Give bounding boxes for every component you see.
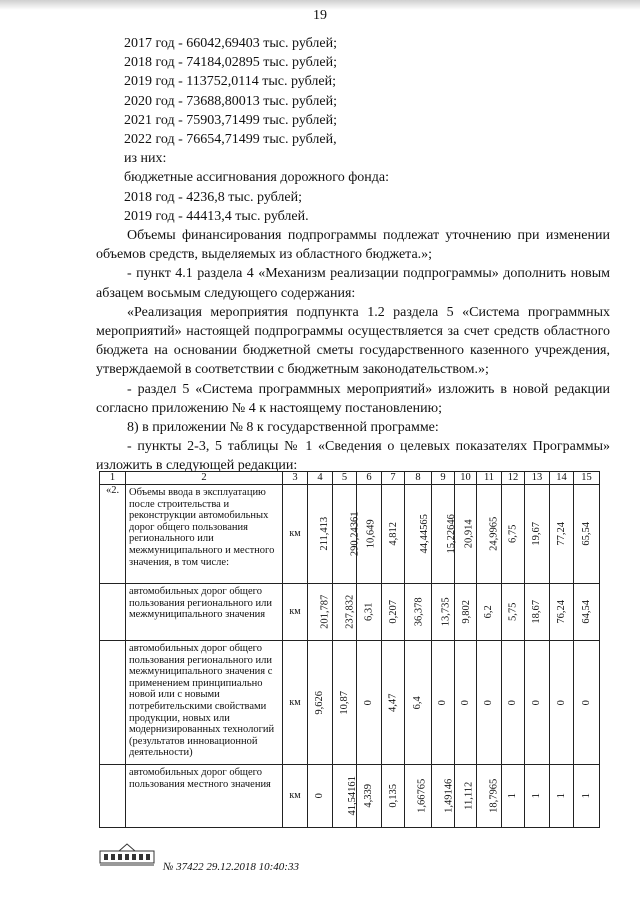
value-cell: 0	[525, 641, 550, 765]
table-row	[100, 641, 600, 765]
value-cell: 24,9965	[477, 485, 502, 584]
header-cell: 9	[432, 472, 455, 485]
document-body	[96, 34, 610, 476]
financing-line: 2021 год - 75903,71499 тыс. рублей;	[124, 112, 338, 128]
financing-line: 2018 год - 4236,8 тыс. рублей;	[124, 189, 303, 205]
table-row	[100, 765, 600, 828]
financing-line: 2019 год - 113752,0114 тыс. рублей;	[124, 74, 336, 90]
financing-line: 2020 год - 73688,80013 тыс. рублей;	[124, 93, 338, 109]
financing-line: 2017 год - 66042,69403 тыс. рублей;	[124, 36, 338, 51]
financing-line: бюджетные ассигнования дорожного фонда:	[124, 170, 389, 186]
row-unit: км	[283, 584, 308, 641]
financing-line: 2022 год - 76654,71499 тыс. рублей,	[124, 132, 337, 148]
value-cell: 6,4	[405, 641, 432, 765]
paragraph-table-1: - пункты 2-3, 5 таблицы № 1 «Сведения о целевых показателях Программы» изложить в следующей редакции:	[96, 439, 610, 474]
header-cell: 8	[405, 472, 432, 485]
value-cell: 18,7965	[477, 765, 502, 828]
value-cell: 5,75	[502, 584, 525, 641]
header-cell: 15	[574, 472, 600, 485]
value-cell: 1	[502, 765, 525, 828]
table-row	[100, 485, 600, 584]
header-cell: 12	[502, 472, 525, 485]
header-cell: 7	[382, 472, 405, 485]
value-cell: 0	[550, 641, 574, 765]
value-cell: 18,67	[525, 584, 550, 641]
row-number	[100, 765, 126, 828]
value-cell: 0	[308, 765, 333, 828]
indicators-table	[99, 471, 600, 828]
value-cell: 0	[502, 641, 525, 765]
value-cell: 1	[550, 765, 574, 828]
row-number: «2.	[100, 485, 126, 584]
paragraph-section-5: - раздел 5 «Система программных мероприятий» изложить в новой редакции согласно приложению № 4 к настоящему постановлению;	[96, 381, 610, 416]
value-cell: 9,802	[455, 584, 477, 641]
value-cell: 0,135	[382, 765, 405, 828]
page-number: 19	[313, 8, 327, 23]
header-cell: 4	[308, 472, 333, 485]
financing-line: 2018 год - 74184,02895 тыс. рублей;	[124, 55, 338, 71]
table-header-row	[100, 472, 600, 485]
header-cell: 11	[477, 472, 502, 485]
paragraph-appendix-8: 8) в приложении № 8 к государственной программе:	[127, 420, 439, 436]
value-cell: 1	[574, 765, 600, 828]
row-description: автомобильных дорог общего пользования регионального или межмуниципального значения	[126, 584, 283, 641]
value-cell: 0	[477, 641, 502, 765]
row-unit: км	[283, 765, 308, 828]
value-cell: 10,649	[357, 485, 382, 584]
value-cell: 15,22646	[432, 485, 455, 584]
value-cell: 237,832	[333, 584, 357, 641]
row-unit: км	[283, 485, 308, 584]
header-cell: 5	[333, 472, 357, 485]
value-cell: 77,24	[550, 485, 574, 584]
row-number	[100, 641, 126, 765]
value-cell: 0	[574, 641, 600, 765]
header-cell: 2	[126, 472, 283, 485]
table-row	[100, 584, 600, 641]
value-cell: 9,626	[308, 641, 333, 765]
value-cell: 36,378	[405, 584, 432, 641]
header-cell: 6	[357, 472, 382, 485]
value-cell: 19,67	[525, 485, 550, 584]
value-cell: 0	[432, 641, 455, 765]
value-cell: 76,24	[550, 584, 574, 641]
value-cell: 10,87	[333, 641, 357, 765]
document-system-logo-icon	[99, 841, 155, 867]
value-cell: 0,207	[382, 584, 405, 641]
financing-line: 2019 год - 44413,4 тыс. рублей.	[124, 208, 309, 224]
value-cell: 64,54	[574, 584, 600, 641]
row-number	[100, 584, 126, 641]
value-cell: 4,47	[382, 641, 405, 765]
financing-line: из них:	[124, 151, 167, 167]
paragraph-quote: «Реализация мероприятия подпункта 1.2 раздела 5 «Система программных мероприятий» настоящей подпрограммы осуществляется за счет средств областного бюджета на основании бюджетной сметы государственного казенного учреждения, утверждаемой в соответствии с бюджетным законодательством.»;	[96, 304, 610, 378]
paragraph-volumes: Объемы финансирования подпрограммы подлежат уточнению при изменении объемов средств, выделяемых из областного бюджета.»;	[96, 228, 610, 263]
value-cell: 290,24361	[333, 485, 357, 584]
value-cell: 4,339	[357, 765, 382, 828]
header-cell: 13	[525, 472, 550, 485]
paragraph-item-4-1: - пункт 4.1 раздела 4 «Механизм реализации подпрограммы» дополнить новым абзацем восьмым следующего содержания:	[96, 266, 610, 301]
row-unit: км	[283, 641, 308, 765]
value-cell: 6,75	[502, 485, 525, 584]
value-cell: 1,66765	[405, 765, 432, 828]
value-cell: 0	[357, 641, 382, 765]
header-cell: 14	[550, 472, 574, 485]
value-cell: 1,49146	[432, 765, 455, 828]
value-cell: 0	[455, 641, 477, 765]
header-cell: 10	[455, 472, 477, 485]
value-cell: 6,2	[477, 584, 502, 641]
row-description: автомобильных дорог общего пользования регионального или межмуниципального значения с применением принципиально новой или с новыми потребительскими свойствами продукции, новых или модернизированных технологий (результатов инновационной деятельности)	[126, 641, 283, 765]
value-cell: 4,812	[382, 485, 405, 584]
value-cell: 11,112	[455, 765, 477, 828]
row-description: автомобильных дорог общего пользования местного значения	[126, 765, 283, 828]
value-cell: 65,54	[574, 485, 600, 584]
value-cell: 13,735	[432, 584, 455, 641]
value-cell: 1	[525, 765, 550, 828]
value-cell: 201,787	[308, 584, 333, 641]
value-cell: 41,54161	[333, 765, 357, 828]
value-cell: 20,914	[455, 485, 477, 584]
header-cell: 1	[100, 472, 126, 485]
registration-stamp: № 37422 29.12.2018 10:40:33	[163, 861, 299, 873]
value-cell: 44,44565	[405, 485, 432, 584]
header-cell: 3	[283, 472, 308, 485]
value-cell: 211,413	[308, 485, 333, 584]
value-cell: 6,31	[357, 584, 382, 641]
row-description: Объемы ввода в эксплуатацию после строительства и реконструкции автомобильных дорог общего пользования регионального или межмуниципального и местного значения, в том числе:	[126, 485, 283, 584]
